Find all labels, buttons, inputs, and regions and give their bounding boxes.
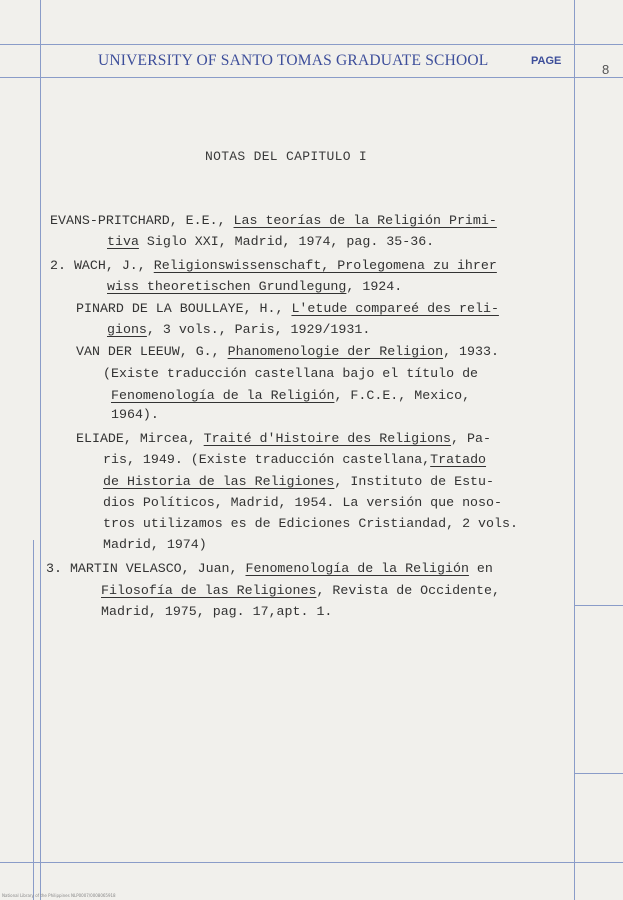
note-1-line-1: EVANS-PRITCHARD, E.E., Las teorías de la Religión Primi- [50, 213, 497, 228]
note-6-line-2: Filosofía de las Religiones, Revista de Occidente, [101, 583, 500, 598]
note-6-line-3: Madrid, 1975, pag. 17,apt. 1. [101, 604, 333, 619]
archive-footer-note: National Library of the Philippines NLP0007/0008065918 [2, 893, 116, 898]
right-margin-tick [574, 605, 623, 606]
note-3-line-1: PINARD DE LA BOULLAYE, H., L'etude compareé des reli- [76, 301, 499, 316]
header-top-rule [0, 44, 623, 45]
right-margin-rule [574, 0, 575, 900]
left-margin-rule-lower [33, 540, 34, 900]
note-5-line-4: dios Políticos, Madrid, 1954. La versión que noso- [103, 495, 502, 510]
note-3-line-2: gions, 3 vols., Paris, 1929/1931. [107, 322, 371, 337]
note-4-line-2: (Existe traducción castellana bajo el título de [103, 366, 479, 381]
note-4-line-4: 1964). [111, 407, 159, 422]
page-number: 8 [602, 62, 610, 77]
note-5-line-3: de Historia de las Religiones, Instituto de Estu- [103, 474, 494, 489]
section-title: NOTAS DEL CAPITULO I [205, 149, 368, 164]
note-1-title: Las teorías de la Religión Primi- [233, 213, 497, 228]
left-margin-rule [40, 0, 41, 900]
note-2-line-2: wiss theoretischen Grundlegung, 1924. [107, 279, 403, 294]
note-5-line-1: ELIADE, Mircea, Traité d'Histoire des Religions, Pa- [76, 431, 491, 446]
note-5-line-6: Madrid, 1974) [103, 537, 207, 552]
footer-rule [0, 862, 623, 863]
note-2-title: Religionswissenschaft, Prolegomena zu ihrer [153, 258, 497, 273]
note-4-line-3: Fenomenología de la Religión, F.C.E., Mexico, [111, 388, 471, 403]
right-margin-tick-2 [574, 773, 623, 774]
page-label: PAGE [531, 55, 562, 67]
note-4-title: Phanomenologie der Religion [227, 344, 444, 359]
note-4-line-1: VAN DER LEEUW, G., Phanomenologie der Religion, 1933. [76, 344, 499, 359]
note-6-line-1: 3. MARTIN VELASCO, Juan, Fenomenología de la Religión en [46, 561, 493, 576]
note-3-title: L'etude compareé des reli- [291, 301, 499, 316]
note-5-line-5: tros utilizamos es de Ediciones Cristiandad, 2 vols. [103, 516, 518, 531]
institution-header: UNIVERSITY OF SANTO TOMAS GRADUATE SCHOOL [98, 52, 489, 69]
note-2-line-1: 2. WACH, J., Religionswissenschaft, Prolegomena zu ihrer [50, 258, 497, 273]
note-5-title: Traité d'Histoire des Religions [203, 431, 452, 446]
header-bottom-rule [0, 77, 623, 78]
note-1-line-2: tiva Siglo XXI, Madrid, 1974, pag. 35-36. [107, 234, 435, 249]
note-5-line-2: ris, 1949. (Existe traducción castellana,Tratado [103, 452, 487, 467]
note-6-title: Fenomenología de la Religión [245, 561, 469, 576]
